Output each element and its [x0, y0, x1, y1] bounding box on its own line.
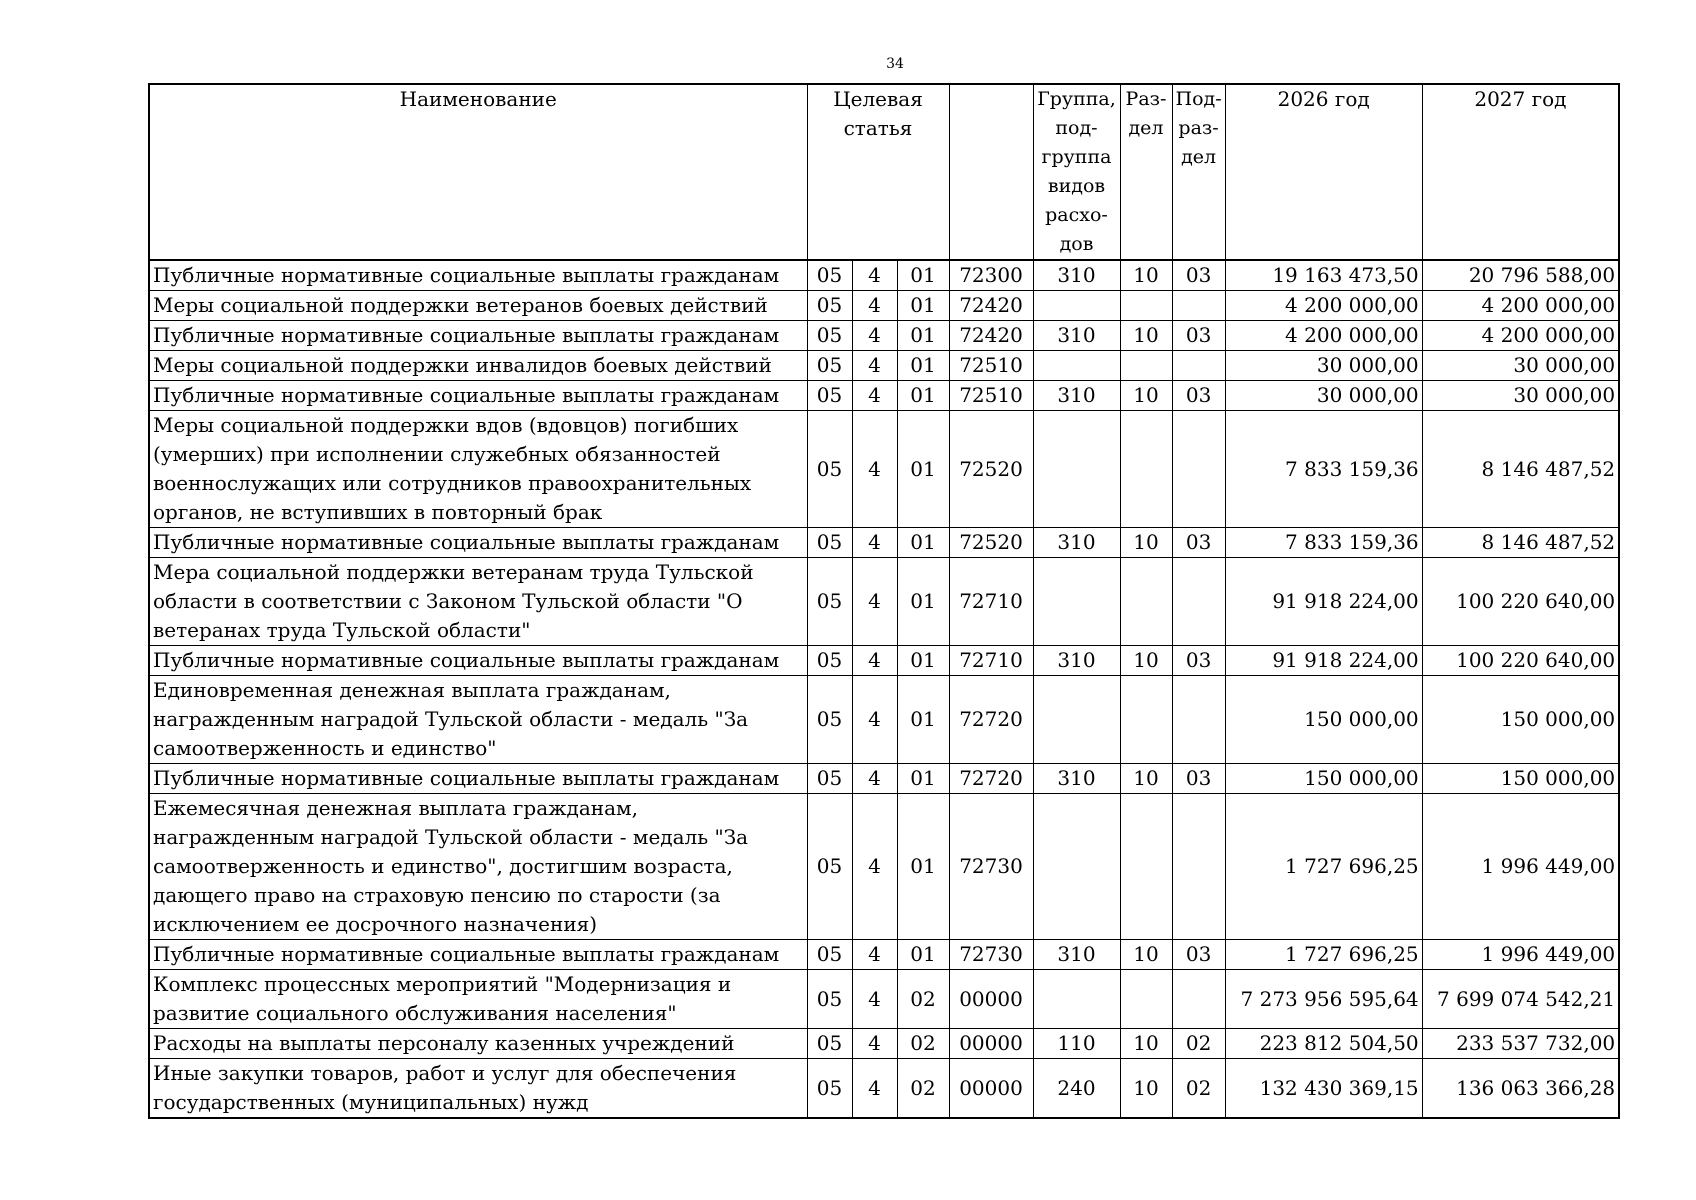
budget-table-body	[149, 260, 1619, 1118]
cell-name: Комплекс процессных мероприятий "Модернизация и развитие социального обслуживания населения"	[149, 970, 807, 1029]
cell-section	[1120, 794, 1172, 940]
cell-subsection: 03	[1172, 646, 1225, 676]
cell-expense-group	[1033, 351, 1120, 381]
cell-expense-group: 310	[1033, 646, 1120, 676]
header-section: Раз-дел	[1120, 84, 1172, 260]
cell-complex: 02	[897, 1029, 949, 1059]
cell-direction: 72420	[949, 291, 1033, 321]
cell-program: 05	[807, 940, 852, 970]
table-row	[149, 381, 1619, 411]
cell-subsection: 03	[1172, 940, 1225, 970]
cell-program: 05	[807, 794, 852, 940]
cell-name: Публичные нормативные социальные выплаты гражданам	[149, 940, 807, 970]
header-group: Группа, под-группа видов расхо-дов	[1033, 84, 1120, 260]
cell-subsection	[1172, 676, 1225, 764]
cell-subprogram: 4	[852, 381, 897, 411]
cell-expense-group: 310	[1033, 764, 1120, 794]
cell-amount-2026: 30 000,00	[1225, 351, 1422, 381]
cell-amount-2027: 150 000,00	[1422, 676, 1619, 764]
cell-subprogram: 4	[852, 676, 897, 764]
cell-program: 05	[807, 381, 852, 411]
cell-direction: 72510	[949, 381, 1033, 411]
cell-amount-2027: 233 537 732,00	[1422, 1029, 1619, 1059]
table-row	[149, 940, 1619, 970]
cell-expense-group: 310	[1033, 381, 1120, 411]
cell-complex: 01	[897, 676, 949, 764]
table-row	[149, 970, 1619, 1029]
cell-subsection: 03	[1172, 260, 1225, 291]
table-row	[149, 321, 1619, 351]
cell-direction: 00000	[949, 1029, 1033, 1059]
table-row	[149, 1029, 1619, 1059]
cell-section	[1120, 351, 1172, 381]
cell-name: Ежемесячная денежная выплата гражданам, награжденным наградой Тульской области - медаль "За самоотверженность и единство", достигшим возраста, дающего право на страховую пенсию по старости (за исключением ее досрочного назначения)	[149, 794, 807, 940]
cell-name: Публичные нормативные социальные выплаты гражданам	[149, 764, 807, 794]
table-row	[149, 411, 1619, 528]
cell-amount-2027: 30 000,00	[1422, 381, 1619, 411]
cell-expense-group: 310	[1033, 321, 1120, 351]
cell-program: 05	[807, 764, 852, 794]
cell-amount-2026: 7 833 159,36	[1225, 411, 1422, 528]
cell-subprogram: 4	[852, 940, 897, 970]
header-target-article-spacer	[949, 84, 1033, 260]
cell-complex: 01	[897, 940, 949, 970]
budget-table	[148, 83, 1620, 1119]
cell-subprogram: 4	[852, 646, 897, 676]
cell-amount-2027: 8 146 487,52	[1422, 411, 1619, 528]
cell-subprogram: 4	[852, 794, 897, 940]
cell-expense-group	[1033, 794, 1120, 940]
cell-amount-2027: 8 146 487,52	[1422, 528, 1619, 558]
cell-amount-2027: 136 063 366,28	[1422, 1059, 1619, 1119]
cell-program: 05	[807, 321, 852, 351]
cell-complex: 01	[897, 291, 949, 321]
cell-amount-2026: 4 200 000,00	[1225, 291, 1422, 321]
cell-subsection	[1172, 351, 1225, 381]
cell-amount-2026: 223 812 504,50	[1225, 1029, 1422, 1059]
cell-subsection	[1172, 411, 1225, 528]
cell-name: Публичные нормативные социальные выплаты гражданам	[149, 381, 807, 411]
cell-direction: 72710	[949, 558, 1033, 646]
cell-program: 05	[807, 1059, 852, 1119]
cell-subprogram: 4	[852, 1029, 897, 1059]
cell-program: 05	[807, 291, 852, 321]
cell-name: Меры социальной поддержки инвалидов боевых действий	[149, 351, 807, 381]
cell-amount-2027: 20 796 588,00	[1422, 260, 1619, 291]
cell-amount-2027: 1 996 449,00	[1422, 794, 1619, 940]
cell-program: 05	[807, 528, 852, 558]
cell-amount-2026: 7 273 956 595,64	[1225, 970, 1422, 1029]
page-number: 34	[886, 56, 904, 72]
cell-complex: 01	[897, 351, 949, 381]
cell-direction: 00000	[949, 970, 1033, 1029]
cell-subprogram: 4	[852, 411, 897, 528]
header-year-2026: 2026 год	[1225, 84, 1422, 260]
cell-complex: 01	[897, 558, 949, 646]
cell-amount-2027: 7 699 074 542,21	[1422, 970, 1619, 1029]
cell-expense-group: 310	[1033, 260, 1120, 291]
table-row	[149, 646, 1619, 676]
cell-direction: 72510	[949, 351, 1033, 381]
cell-program: 05	[807, 1029, 852, 1059]
cell-complex: 01	[897, 528, 949, 558]
cell-section	[1120, 411, 1172, 528]
cell-subsection	[1172, 558, 1225, 646]
cell-subsection: 03	[1172, 381, 1225, 411]
cell-name: Публичные нормативные социальные выплаты гражданам	[149, 260, 807, 291]
cell-amount-2026: 7 833 159,36	[1225, 528, 1422, 558]
cell-amount-2026: 150 000,00	[1225, 764, 1422, 794]
cell-amount-2027: 1 996 449,00	[1422, 940, 1619, 970]
cell-name: Мера социальной поддержки ветеранам труда Тульской области в соответствии с Законом Тульской области "О ветеранах труда Тульской области"	[149, 558, 807, 646]
table-row	[149, 764, 1619, 794]
table-row	[149, 794, 1619, 940]
table-row	[149, 260, 1619, 291]
cell-section	[1120, 291, 1172, 321]
header-subsection: Под-раз-дел	[1172, 84, 1225, 260]
cell-section: 10	[1120, 1029, 1172, 1059]
cell-section	[1120, 558, 1172, 646]
cell-amount-2027: 100 220 640,00	[1422, 558, 1619, 646]
cell-direction: 72730	[949, 794, 1033, 940]
cell-subsection	[1172, 794, 1225, 940]
cell-subsection: 02	[1172, 1029, 1225, 1059]
cell-amount-2027: 4 200 000,00	[1422, 321, 1619, 351]
cell-program: 05	[807, 411, 852, 528]
cell-section	[1120, 970, 1172, 1029]
cell-section: 10	[1120, 1059, 1172, 1119]
cell-expense-group: 240	[1033, 1059, 1120, 1119]
cell-name: Публичные нормативные социальные выплаты гражданам	[149, 321, 807, 351]
cell-program: 05	[807, 970, 852, 1029]
cell-section: 10	[1120, 646, 1172, 676]
cell-direction: 72720	[949, 676, 1033, 764]
cell-section: 10	[1120, 260, 1172, 291]
cell-complex: 01	[897, 321, 949, 351]
cell-subprogram: 4	[852, 764, 897, 794]
cell-section: 10	[1120, 528, 1172, 558]
cell-program: 05	[807, 646, 852, 676]
cell-section: 10	[1120, 321, 1172, 351]
cell-name: Публичные нормативные социальные выплаты гражданам	[149, 528, 807, 558]
table-row	[149, 1059, 1619, 1119]
cell-program: 05	[807, 260, 852, 291]
cell-complex: 01	[897, 794, 949, 940]
table-row	[149, 291, 1619, 321]
cell-amount-2027: 100 220 640,00	[1422, 646, 1619, 676]
cell-amount-2026: 150 000,00	[1225, 676, 1422, 764]
cell-amount-2026: 4 200 000,00	[1225, 321, 1422, 351]
cell-name: Иные закупки товаров, работ и услуг для обеспечения государственных (муниципальных) нужд	[149, 1059, 807, 1119]
cell-subprogram: 4	[852, 1059, 897, 1119]
cell-program: 05	[807, 676, 852, 764]
cell-section: 10	[1120, 940, 1172, 970]
cell-amount-2027: 4 200 000,00	[1422, 291, 1619, 321]
cell-name: Единовременная денежная выплата гражданам, награжденным наградой Тульской области - медаль "За самоотверженность и единство"	[149, 676, 807, 764]
cell-direction: 72720	[949, 764, 1033, 794]
cell-subsection	[1172, 291, 1225, 321]
cell-complex: 01	[897, 411, 949, 528]
table-header-row	[149, 84, 1619, 260]
cell-program: 05	[807, 558, 852, 646]
cell-amount-2027: 150 000,00	[1422, 764, 1619, 794]
cell-amount-2026: 1 727 696,25	[1225, 940, 1422, 970]
cell-amount-2026: 19 163 473,50	[1225, 260, 1422, 291]
cell-amount-2026: 132 430 369,15	[1225, 1059, 1422, 1119]
cell-name: Меры социальной поддержки ветеранов боевых действий	[149, 291, 807, 321]
cell-subsection: 03	[1172, 528, 1225, 558]
cell-expense-group	[1033, 558, 1120, 646]
header-target-article: Целевая статья	[807, 84, 949, 260]
cell-name: Меры социальной поддержки вдов (вдовцов) погибших (умерших) при исполнении служебных обязанностей военнослужащих или сотрудников правоохранительных органов, не вступивших в повторный брак	[149, 411, 807, 528]
cell-direction: 72730	[949, 940, 1033, 970]
cell-amount-2026: 91 918 224,00	[1225, 558, 1422, 646]
cell-expense-group: 310	[1033, 940, 1120, 970]
cell-complex: 01	[897, 646, 949, 676]
cell-amount-2026: 1 727 696,25	[1225, 794, 1422, 940]
cell-amount-2027: 30 000,00	[1422, 351, 1619, 381]
cell-direction: 72300	[949, 260, 1033, 291]
cell-complex: 01	[897, 764, 949, 794]
cell-subprogram: 4	[852, 970, 897, 1029]
cell-expense-group: 110	[1033, 1029, 1120, 1059]
cell-subsection: 03	[1172, 764, 1225, 794]
header-year-2027: 2027 год	[1422, 84, 1619, 260]
cell-name: Публичные нормативные социальные выплаты гражданам	[149, 646, 807, 676]
cell-amount-2026: 91 918 224,00	[1225, 646, 1422, 676]
cell-direction: 72710	[949, 646, 1033, 676]
cell-subprogram: 4	[852, 528, 897, 558]
cell-expense-group	[1033, 291, 1120, 321]
table-row	[149, 351, 1619, 381]
cell-complex: 01	[897, 381, 949, 411]
cell-section: 10	[1120, 764, 1172, 794]
cell-complex: 01	[897, 260, 949, 291]
cell-direction: 72520	[949, 528, 1033, 558]
table-row	[149, 558, 1619, 646]
cell-subsection: 03	[1172, 321, 1225, 351]
cell-subprogram: 4	[852, 351, 897, 381]
cell-expense-group	[1033, 411, 1120, 528]
header-name: Наименование	[149, 84, 807, 260]
cell-subprogram: 4	[852, 291, 897, 321]
cell-section	[1120, 676, 1172, 764]
cell-subsection	[1172, 970, 1225, 1029]
table-row	[149, 676, 1619, 764]
table-row	[149, 528, 1619, 558]
cell-subprogram: 4	[852, 321, 897, 351]
cell-complex: 02	[897, 970, 949, 1029]
cell-direction: 72420	[949, 321, 1033, 351]
cell-expense-group	[1033, 676, 1120, 764]
cell-amount-2026: 30 000,00	[1225, 381, 1422, 411]
cell-subprogram: 4	[852, 558, 897, 646]
cell-section: 10	[1120, 381, 1172, 411]
cell-expense-group	[1033, 970, 1120, 1029]
cell-direction: 72520	[949, 411, 1033, 528]
cell-expense-group: 310	[1033, 528, 1120, 558]
cell-complex: 02	[897, 1059, 949, 1119]
cell-subprogram: 4	[852, 260, 897, 291]
cell-direction: 00000	[949, 1059, 1033, 1119]
cell-name: Расходы на выплаты персоналу казенных учреждений	[149, 1029, 807, 1059]
cell-subsection: 02	[1172, 1059, 1225, 1119]
cell-program: 05	[807, 351, 852, 381]
